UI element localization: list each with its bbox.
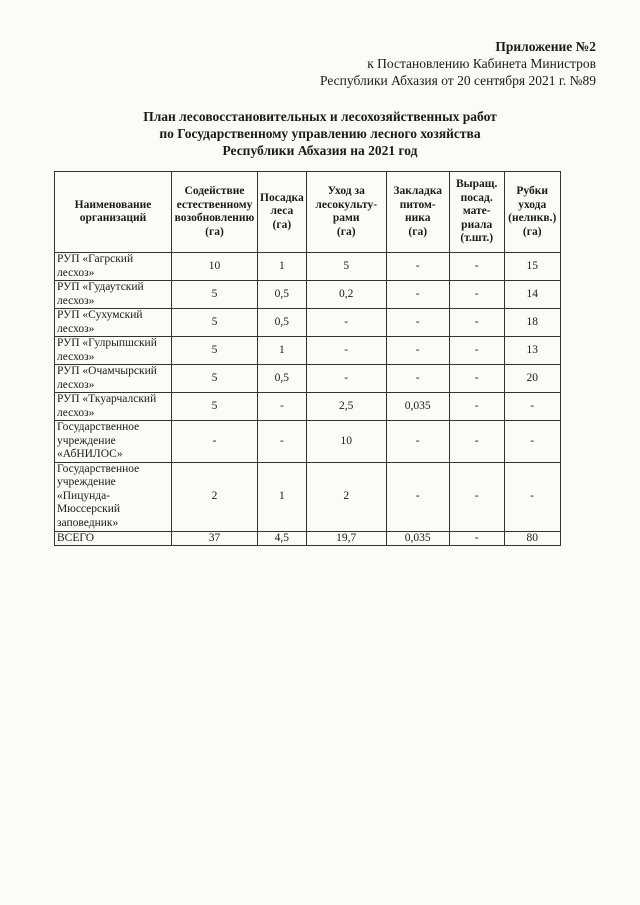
- total-value-cell: -: [449, 531, 504, 546]
- value-cell: -: [386, 309, 449, 337]
- table-header: [55, 172, 561, 253]
- cell-text-line: риала: [461, 218, 493, 231]
- cell-text-line: Содействие: [184, 185, 245, 197]
- value-cell: 2: [306, 462, 386, 531]
- value-cell: 5: [172, 393, 258, 421]
- organization-cell: [55, 393, 172, 421]
- planting-material-header: [449, 172, 504, 253]
- cell-text-line: «АбНИЛОС»: [57, 448, 123, 460]
- appendix-line-2: Республики Абхазия от 20 сентября 2021 г. №89: [320, 73, 596, 88]
- cell-text-line: заповедник»: [57, 516, 119, 529]
- cell-text-line: РУП «Сухумский: [57, 309, 143, 321]
- value-cell: -: [306, 309, 386, 337]
- value-cell: -: [386, 365, 449, 393]
- value-cell: -: [449, 337, 504, 365]
- plantation-care-header: [306, 172, 386, 253]
- value-cell: 5: [172, 337, 258, 365]
- cell-text-line: лесокульту-: [315, 198, 378, 211]
- cell-text-line: (га): [272, 218, 292, 231]
- value-cell: 0,2: [306, 281, 386, 309]
- table-row: [55, 309, 561, 337]
- value-cell: 2,5: [306, 393, 386, 421]
- value-cell: 1: [258, 337, 307, 365]
- total-value-cell: 19,7: [306, 531, 386, 546]
- heading-line-2: по Государственному управлению лесного хозяйства: [159, 126, 481, 141]
- work-plan-table: [54, 171, 561, 546]
- value-cell: 5: [172, 309, 258, 337]
- table-row: [55, 253, 561, 281]
- cell-text-line: организаций: [79, 212, 147, 224]
- value-cell: 14: [504, 281, 560, 309]
- cell-text-line: РУП «Гудаутский: [57, 281, 144, 293]
- value-cell: -: [386, 281, 449, 309]
- value-cell: -: [306, 365, 386, 393]
- forest-planting-header: [258, 172, 307, 253]
- cell-text-line: Рубки: [516, 185, 549, 197]
- cell-text-line: Выращ.: [456, 178, 498, 191]
- organization-cell: [55, 309, 172, 337]
- value-cell: 15: [504, 253, 560, 281]
- table-row: [55, 421, 561, 463]
- value-cell: 0,5: [258, 309, 307, 337]
- value-cell: 5: [306, 253, 386, 281]
- cell-text-line: лесхоз»: [57, 406, 95, 419]
- cell-text-line: РУП «Гагрский: [57, 253, 134, 265]
- value-cell: 5: [172, 365, 258, 393]
- cell-text-line: РУП «Очамчырский: [57, 365, 157, 377]
- cell-text-line: леса: [270, 205, 294, 218]
- organization-cell: [55, 421, 172, 463]
- cell-text-line: учреждение: [57, 434, 116, 447]
- cell-text-line: РУП «Гулрыпшский: [57, 337, 157, 349]
- organization-cell: [55, 462, 172, 531]
- cell-text-line: посад.: [460, 191, 493, 204]
- organization-cell: [55, 281, 172, 309]
- total-value-cell: 0,035: [386, 531, 449, 546]
- organization-cell: [55, 365, 172, 393]
- cell-text-line: (неликв.): [508, 212, 557, 224]
- org-name-header: [55, 172, 172, 253]
- value-cell: -: [449, 393, 504, 421]
- cell-text-line: (га): [336, 225, 356, 238]
- value-cell: -: [386, 462, 449, 531]
- value-cell: 10: [172, 253, 258, 281]
- cell-text-line: естественному: [176, 198, 253, 211]
- value-cell: 1: [258, 253, 307, 281]
- value-cell: -: [449, 462, 504, 531]
- value-cell: -: [504, 462, 560, 531]
- value-cell: 0,5: [258, 281, 307, 309]
- total-label-cell: ВСЕГО: [55, 531, 172, 546]
- cell-text-line: Закладка: [393, 185, 443, 197]
- cell-text-line: «Пицунда-: [57, 489, 111, 502]
- cell-text-line: лесхоз»: [57, 322, 95, 335]
- total-value-cell: 4,5: [258, 531, 307, 546]
- value-cell: -: [449, 421, 504, 463]
- natural-regeneration-header: [172, 172, 258, 253]
- heading-line-3: Республики Абхазия на 2021 год: [222, 143, 418, 158]
- cell-text-line: Посадка: [260, 191, 304, 204]
- appendix-line-1: к Постановлению Кабинета Министров: [367, 56, 596, 71]
- table-body: [55, 253, 561, 546]
- cell-text-line: (га): [205, 225, 224, 238]
- table-row: [55, 462, 561, 531]
- value-cell: 18: [504, 309, 560, 337]
- value-cell: 20: [504, 365, 560, 393]
- cell-text-line: лесхоз»: [57, 266, 95, 279]
- value-cell: -: [449, 309, 504, 337]
- value-cell: -: [258, 421, 307, 463]
- organization-cell: [55, 337, 172, 365]
- cell-text-line: мате-: [462, 205, 491, 218]
- value-cell: -: [172, 421, 258, 463]
- cell-text-line: питом-: [399, 198, 436, 211]
- appendix-title: Приложение №2: [495, 39, 596, 54]
- value-cell: -: [504, 421, 560, 463]
- value-cell: -: [306, 337, 386, 365]
- nursery-header: [386, 172, 449, 253]
- appendix-block: [320, 38, 596, 89]
- cell-text-line: лесхоз»: [57, 294, 95, 307]
- cell-text-line: ника: [404, 212, 431, 224]
- value-cell: 1: [258, 462, 307, 531]
- table-row: [55, 281, 561, 309]
- cell-text-line: Уход за: [327, 185, 365, 197]
- value-cell: -: [449, 365, 504, 393]
- value-cell: 10: [306, 421, 386, 463]
- cell-text-line: лесхоз»: [57, 378, 95, 391]
- cell-text-line: (т.шт.): [460, 232, 494, 245]
- total-value-cell: 37: [172, 531, 258, 546]
- cell-text-line: ухода: [518, 198, 547, 211]
- cell-text-line: Мюссерский: [57, 503, 121, 516]
- total-row: [55, 531, 561, 546]
- document-heading: [0, 108, 640, 159]
- table-row: [55, 393, 561, 421]
- cell-text-line: возобновлению: [174, 212, 255, 224]
- cell-text-line: Наименование: [74, 198, 152, 211]
- cell-text-line: лесхоз»: [57, 350, 95, 363]
- value-cell: 2: [172, 462, 258, 531]
- header-row: [55, 172, 561, 253]
- value-cell: -: [449, 253, 504, 281]
- organization-cell: [55, 253, 172, 281]
- value-cell: -: [449, 281, 504, 309]
- value-cell: -: [386, 421, 449, 463]
- cell-text-line: рами: [332, 212, 360, 224]
- value-cell: -: [258, 393, 307, 421]
- table-row: [55, 337, 561, 365]
- value-cell: -: [386, 253, 449, 281]
- value-cell: 0,035: [386, 393, 449, 421]
- cell-text-line: РУП «Ткуарчалский: [57, 393, 157, 405]
- cell-text-line: Государственное: [57, 421, 140, 433]
- value-cell: 5: [172, 281, 258, 309]
- thinning-header: [504, 172, 560, 253]
- cell-text-line: учреждение: [57, 476, 116, 489]
- cell-text-line: Государственное: [57, 462, 140, 475]
- value-cell: 13: [504, 337, 560, 365]
- value-cell: -: [386, 337, 449, 365]
- cell-text-line: (га): [522, 225, 542, 238]
- heading-line-1: План лесовосстановительных и лесохозяйственных работ: [143, 109, 497, 124]
- value-cell: -: [504, 393, 560, 421]
- table-row: [55, 365, 561, 393]
- cell-text-line: (га): [408, 225, 428, 238]
- total-value-cell: 80: [504, 531, 560, 546]
- value-cell: 0,5: [258, 365, 307, 393]
